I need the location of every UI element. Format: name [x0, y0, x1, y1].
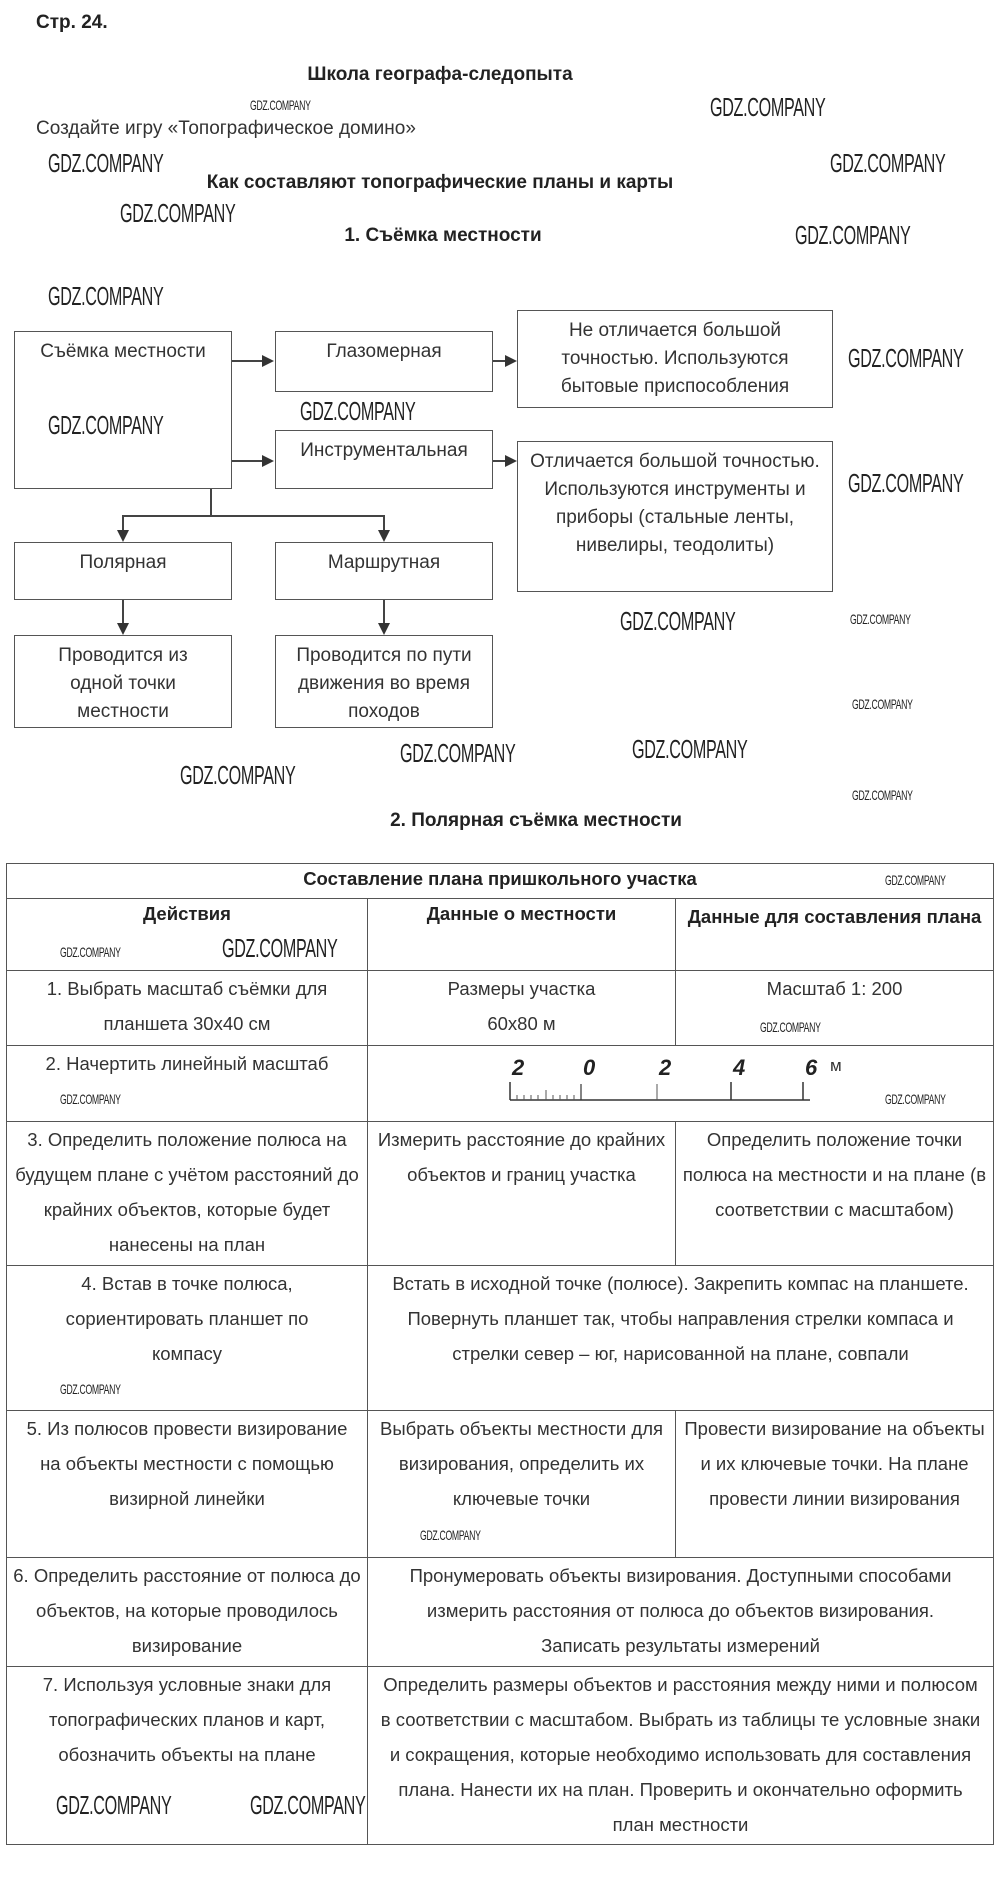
box-route-desc: Проводится по пути движения во время походов [275, 635, 493, 728]
heading: Школа географа-следопыта [307, 64, 573, 85]
watermark: GDZ.COMPANY [250, 1790, 366, 1820]
arrow-right-icon [505, 455, 517, 467]
table-cell: Выбрать объекты местности для визирования, определить их ключевые точки [368, 1411, 676, 1558]
connector [122, 515, 124, 530]
scale-label: 2 [659, 1055, 672, 1080]
watermark: GDZ.COMPANY [885, 1091, 946, 1107]
table-cell: 3. Определить положение полюса на будущем плане с учётом расстояний до крайних объектов, которые будет нанесены на план [7, 1122, 368, 1266]
table-row [7, 1411, 994, 1558]
header-plan-data: Данные для составления плана [676, 899, 994, 971]
watermark: GDZ.COMPANY [795, 220, 911, 250]
watermark: GDZ.COMPANY [120, 198, 236, 228]
arrow-down-icon [117, 530, 129, 542]
watermark: GDZ.COMPANY [48, 148, 164, 178]
watermark: GDZ.COMPANY [48, 281, 164, 311]
scale-bar-icon [508, 1080, 828, 1104]
scale-label: 0 [583, 1055, 596, 1080]
table-cell: Размеры участка 60х80 м [368, 971, 676, 1046]
box-polar: Полярная [14, 542, 232, 600]
table-cell: Пронумеровать объекты визирования. Доступными способами измерить расстояния от полюса до объектов визирования. Записать результаты измерений [368, 1558, 994, 1667]
header-actions: Действия [7, 899, 368, 971]
watermark: GDZ.COMPANY [885, 872, 946, 888]
table-cell: 5. Из полюсов провести визирование на объекты местности с помощью визирной линейки [7, 1411, 368, 1558]
watermark: GDZ.COMPANY [710, 92, 826, 122]
page-number: Стр. 24. [36, 12, 108, 33]
table-cell: 7. Используя условные знаки для топографических планов и карт, обозначить объекты на плане [7, 1667, 368, 1845]
connector [232, 360, 262, 362]
arrow-right-icon [505, 355, 517, 367]
connector [383, 600, 385, 623]
arrow-down-icon [378, 530, 390, 542]
watermark: GDZ.COMPANY [300, 396, 416, 426]
table-caption-row [7, 864, 994, 899]
subheading: Как составляют топографические планы и карты [206, 172, 674, 193]
watermark: GDZ.COMPANY [60, 1091, 121, 1107]
box-polar-desc: Проводится из одной точки местности [14, 635, 232, 728]
scale-label: 2 [512, 1055, 525, 1080]
box-route: Маршрутная [275, 542, 493, 600]
watermark: GDZ.COMPANY [848, 468, 964, 498]
box-survey: Съёмка местности [14, 331, 232, 489]
watermark: GDZ.COMPANY [48, 410, 164, 440]
table-cell: Определить размеры объектов и расстояния между ними и полюсом в соответствии с масштабом. Выбрать из таблицы те условные знаки и сокращения, которые необходимо использовать для составления плана. Нанести их на план. Проверить и окончательно оформить план местности [368, 1667, 994, 1845]
box-instrumental: Инструментальная [275, 430, 493, 489]
watermark: GDZ.COMPANY [60, 1381, 121, 1397]
header-terrain-data: Данные о местности [368, 899, 676, 971]
scale-unit: м [830, 1056, 842, 1075]
table-cell: Встать в исходной точке (полюсе). Закрепить компас на планшете. Повернуть планшет так, чтобы направления стрелки компаса и стрелки север – юг, нарисованной на плане, совпали [368, 1266, 994, 1411]
arrow-right-icon [262, 455, 274, 467]
arrow-down-icon [117, 623, 129, 635]
connector [383, 515, 385, 530]
section1-title: 1. Съёмка местности [344, 225, 542, 246]
table-cell: 2. Начертить линейный масштаб [7, 1046, 368, 1122]
scale-label: 6 [805, 1055, 818, 1080]
arrow-down-icon [378, 623, 390, 635]
watermark: GDZ.COMPANY [400, 738, 516, 768]
connector [122, 515, 384, 517]
connector [493, 460, 505, 462]
watermark: GDZ.COMPANY [632, 734, 748, 764]
watermark: GDZ.COMPANY [760, 1019, 821, 1035]
table-cell: Провести визирование на объекты и их ключевые точки. На плане провести линии визирования [676, 1411, 994, 1558]
connector [122, 600, 124, 623]
table-cell: 1. Выбрать масштаб съёмки для планшета 30х40 см [7, 971, 368, 1046]
connector [210, 489, 212, 515]
connector [232, 460, 262, 462]
watermark: GDZ.COMPANY [830, 148, 946, 178]
watermark: GDZ.COMPANY [60, 944, 121, 960]
table-cell: Измерить расстояние до крайних объектов и границ участка [368, 1122, 676, 1266]
table-row [7, 1558, 994, 1667]
watermark: GDZ.COMPANY [852, 696, 913, 712]
connector [493, 360, 505, 362]
table-header-row [7, 899, 994, 971]
table-row [7, 1046, 994, 1122]
table-caption: Составление плана пришкольного участка [7, 864, 994, 899]
task-text: Создайте игру «Топографическое домино» [36, 118, 416, 139]
plan-table [6, 863, 994, 1845]
watermark: GDZ.COMPANY [222, 933, 338, 963]
watermark: GDZ.COMPANY [620, 606, 736, 636]
watermark: GDZ.COMPANY [420, 1527, 481, 1543]
table-cell: Масштаб 1: 200 [676, 971, 994, 1046]
box-instrumental-desc: Отличается большой точностью. Используются инструменты и приборы (стальные ленты, нивелиры, теодолиты) [517, 441, 833, 592]
scale-label: 4 [733, 1055, 746, 1080]
table-cell: 4. Встав в точке полюса, сориентировать планшет по компасу [7, 1266, 368, 1411]
watermark: GDZ.COMPANY [250, 97, 311, 113]
table-cell: Определить положение точки полюса на местности и на плане (в соответствии с масштабом) [676, 1122, 994, 1266]
arrow-right-icon [262, 355, 274, 367]
watermark: GDZ.COMPANY [852, 787, 913, 803]
table-row [7, 971, 994, 1046]
watermark: GDZ.COMPANY [848, 343, 964, 373]
watermark: GDZ.COMPANY [850, 611, 911, 627]
table-cell: 6. Определить расстояние от полюса до объектов, на которые проводилось визирование [7, 1558, 368, 1667]
box-eye-desc: Не отличается большой точностью. Используются бытовые приспособления [517, 310, 833, 408]
watermark: GDZ.COMPANY [56, 1790, 172, 1820]
section2-title: 2. Полярная съёмка местности [390, 810, 682, 831]
table-row [7, 1122, 994, 1266]
table-row [7, 1266, 994, 1411]
box-eye-survey: Глазомерная [275, 331, 493, 392]
linear-scale-cell [368, 1046, 994, 1122]
watermark: GDZ.COMPANY [180, 760, 296, 790]
